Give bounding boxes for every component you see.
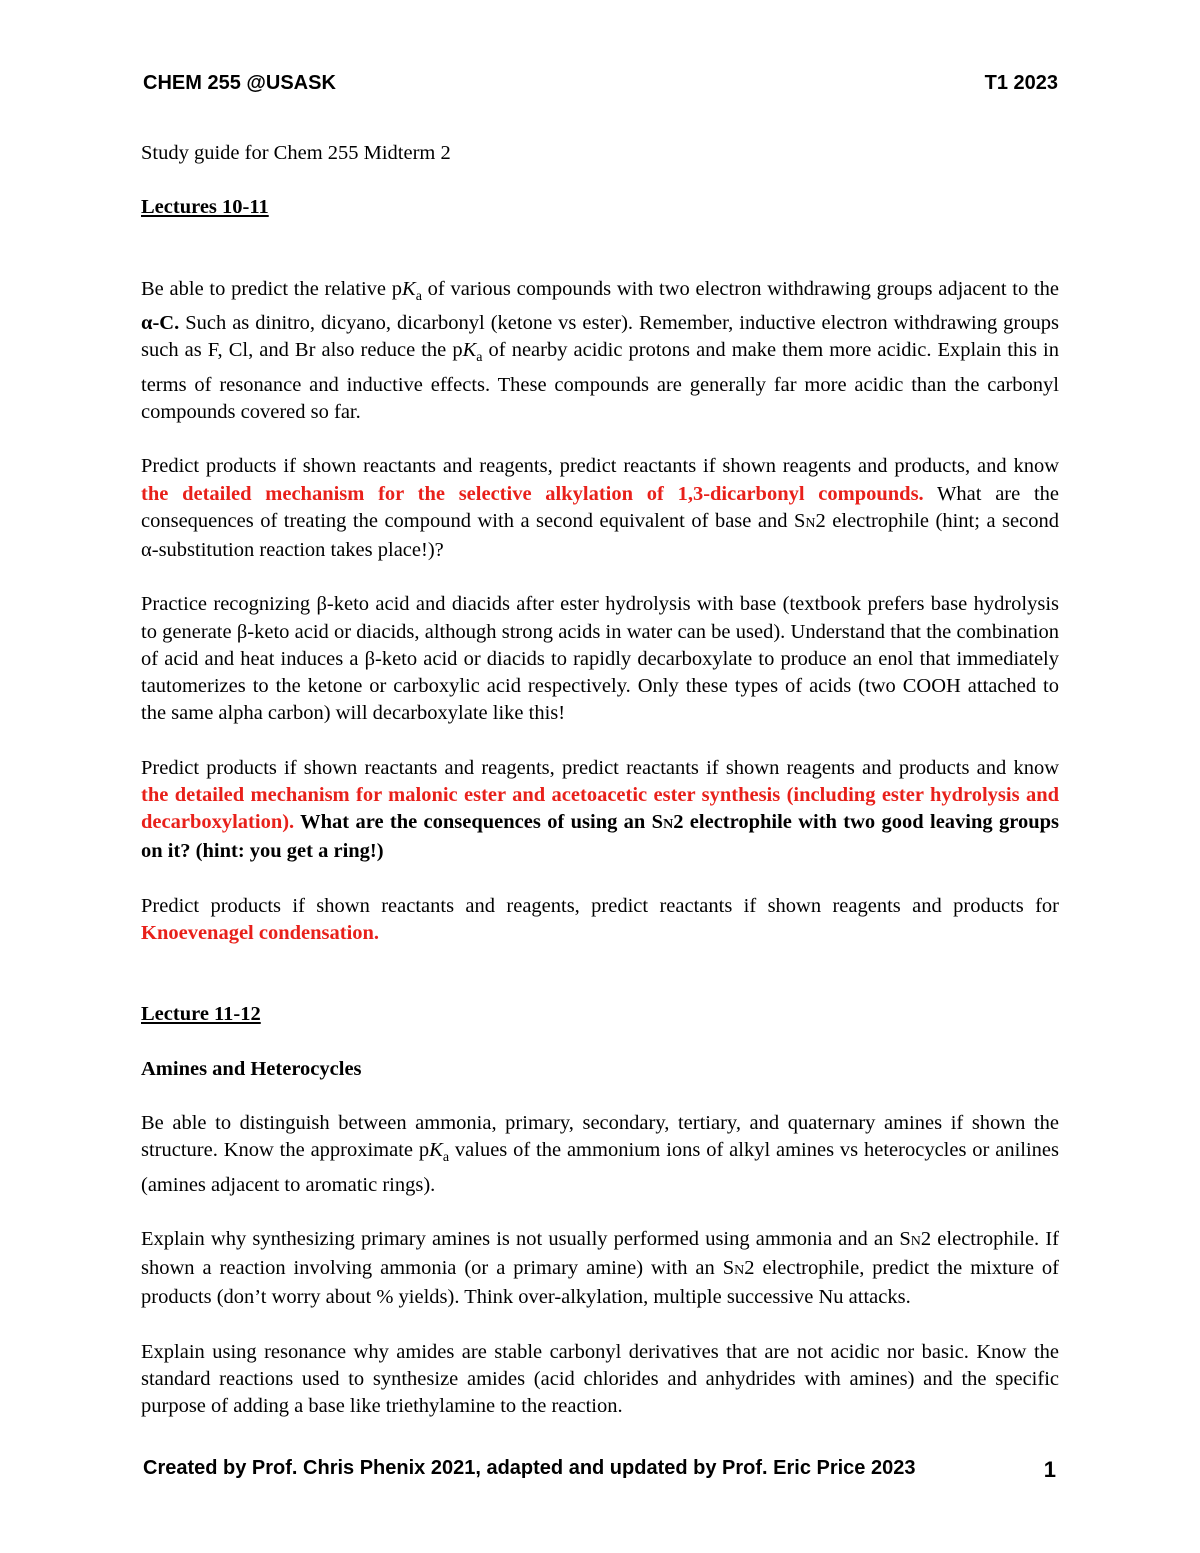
section-heading-lectures-10-11: Lectures 10-11 <box>141 196 269 219</box>
paragraph-alkylation: Predict products if shown reactants and reagents, predict reactants if shown reagents and products, and know the detailed mechanism for the selective alkylation of 1,3-dicarbonyl compounds. What are the consequences of treating the compound with a second equivalent of base and SN2 electrophile (hint; a second α-substitution reaction takes place!)? <box>141 455 1060 561</box>
paragraph-primary-amines: Explain why synthesizing primary amines is not usually performed using ammonia and an SN2 electrophile. If shown a reaction involving ammonia (or a primary amine) with an SN2 electrophile, predict the mixture of products (don’t worry about % yields). Think over-alkylation, multiple successive Nu attacks. <box>141 1228 1059 1309</box>
section-heading-lecture-11-12: Lecture 11-12 <box>141 1003 261 1026</box>
page-header <box>143 72 1058 102</box>
page-footer <box>143 1457 1058 1487</box>
paragraph-malonic-ester: Predict products if shown reactants and reagents, predict reactants if shown reagents and products and know the detailed mechanism for malonic ester and acetoacetic ester synthesis (including ester hydrolysis and decarboxylation). What are the consequences of using an SN2 electrophile with two good leaving groups on it? (hint: you get a ring!) <box>141 756 1060 863</box>
page-number: 1 <box>1043 1457 1056 1482</box>
paragraph-amine-classes: Be able to distinguish between ammonia, primary, secondary, tertiary, and quaternary amines if shown the structure. Know the approximate $pK_a$ values of the ammonium ions of alkyl amines vs heterocycles or anilines (amines adjacent to aromatic rings). <box>141 1112 1059 1196</box>
document-body <box>141 140 1059 1448</box>
term-label: T1 2023 <box>984 72 1058 94</box>
paragraph-decarboxylation: Practice recognizing β-keto acid and diacids after ester hydrolysis with base (textbook prefers base hydrolysis to generate β-keto acid or diacids, although strong acids in water can be used). Understand that the combination of acid and heat induces a β-keto acid or diacids to rapidly decarboxylate to produce an enol that immediately tautomerizes to the ketone or carboxylic acid respectively. Only these types of acids (two COOH attached to the same alpha carbon) will decarboxylate like this! <box>141 593 1059 725</box>
course-label: CHEM 255 @USASK <box>143 72 336 94</box>
paragraph-amides: Explain using resonance why amides are stable carbonyl derivatives that are not acidic nor basic. Know the standard reactions used to synthesize amides (acid chlorides and anhydrides with amines) and the specific purpose of adding a base like triethylamine to the reaction. <box>141 1340 1059 1418</box>
document-subtitle: Study guide for Chem 255 Midterm 2 <box>141 142 451 164</box>
section-subheading-amines: Amines and Heterocycles <box>141 1057 362 1080</box>
paragraph-knoevenagel: Predict products if shown reactants and reagents, predict reactants if shown reagents and products for Knoevenagel condensation. <box>141 894 1059 944</box>
footer-credit: Created by Prof. Chris Phenix 2021, adapted and updated by Prof. Eric Price 2023 <box>143 1457 916 1479</box>
paragraph-pka-prediction: Be able to predict the relative $pK_a$ of various compounds with two electron withdrawing groups adjacent to the α-C. Such as dinitro, dicyano, dicarbonyl (ketone vs ester). Remember, inductive electron withdrawing groups such as F, Cl, and Br also reduce the $pK_a$ of nearby acidic protons and make them more acidic. Explain this in terms of resonance and inductive effects. These compounds are generally far more acidic than the carbonyl compounds covered so far. <box>141 277 1059 423</box>
